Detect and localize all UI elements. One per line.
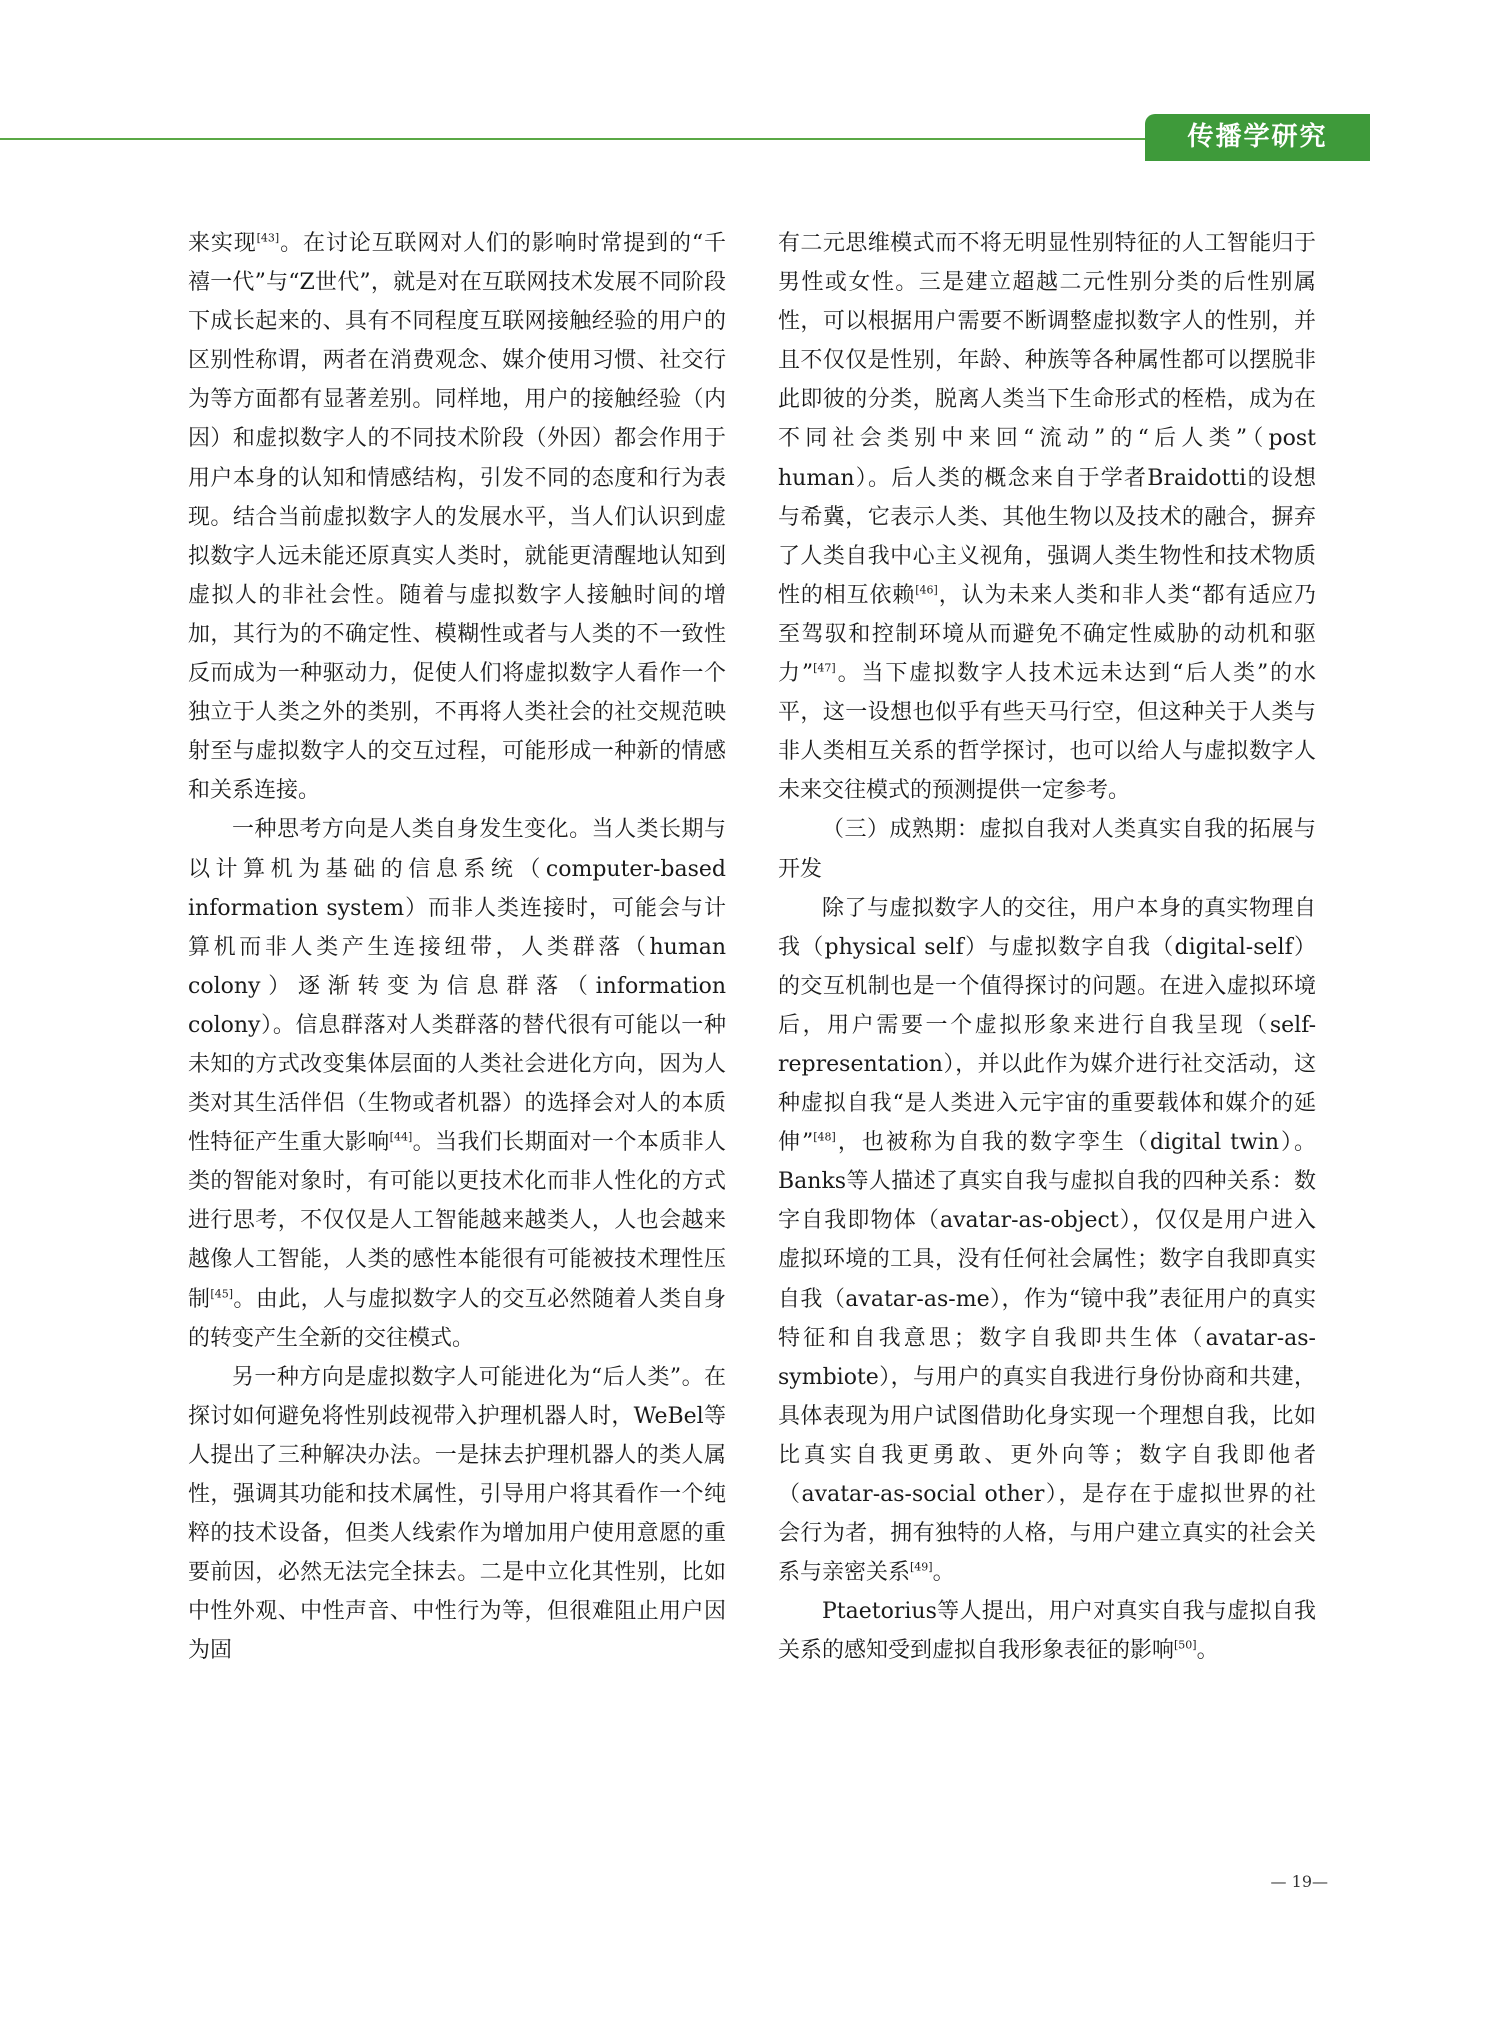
citation: [46] (915, 583, 938, 597)
text-run: 。 (1196, 1638, 1219, 1664)
paragraph (188, 810, 726, 1357)
citation: [47] (813, 661, 836, 675)
citation: [50] (1174, 1639, 1197, 1653)
citation: [45] (210, 1287, 234, 1301)
text-run: ，认为未来人类和非人类“都有适应乃至驾驭和控制环境从而避免不确定性威胁的动机和驱力” (778, 582, 1316, 687)
section-heading: （三）成熟期：虚拟自我对人类真实自我的拓展与开发 (778, 817, 1316, 882)
section-title-tab: 传播学研究 (1145, 114, 1370, 161)
text-run: 另一种方向是虚拟数字人可能进化为“后人类”。在探讨如何避免将性别歧视带入护理机器人时，WeBel等人提出了三种解决办法。一是抹去护理机器人的类人属性，强调其功能和技术属性，引导用户将其看作一个纯粹的技术设备，但类人线索作为增加用户使用意愿的重要前因，必然无法完全抹去。二是中立化其性别，比如中性外观、中性声音、中性行为等，但很难阻止用户因为固 (188, 1364, 726, 1664)
paragraph (188, 1358, 726, 1671)
citation: [43] (256, 231, 280, 245)
text-run: 。 (932, 1560, 955, 1586)
citation: [48] (813, 1130, 836, 1144)
text-run: 。当下虚拟数字人技术远未达到“后人类”的水平，这一设想也似乎有些天马行空，但这种关于人类与非人类相互关系的哲学探讨，也可以给人与虚拟数字人未来交往模式的预测提供一定参考。 (778, 661, 1316, 804)
text-run: Ptaetorius等人提出，用户对真实自我与虚拟自我关系的感知受到虚拟自我形象表征的影响 (778, 1599, 1316, 1664)
text-run: 除了与虚拟数字人的交往，用户本身的真实物理自我（physical self）与虚拟数字自我（digital-self）的交互机制也是一个值得探讨的问题。在进入虚拟环境后，用户需要一个虚拟形象来进行自我呈现（self-representation），并以此作为媒介进行社交活动，这种虚拟自我“是人类进入元宇宙的重要载体和媒介的延伸” (778, 895, 1316, 1156)
text-run: 来实现 (188, 231, 257, 256)
citation: [44] (389, 1130, 413, 1144)
paragraph (188, 224, 726, 810)
header-rule (0, 138, 1200, 140)
text-run: ，也被称为自我的数字孪生（digital twin）。Banks等人描述了真实自我与虚拟自我的四种关系：数字自我即物体（avatar-as-object），仅仅是用户进入虚拟环境的工具，没有任何社会属性；数字自我即真实自我（avatar-as-me），作为“镜中我”表征用户的真实特征和自我意思；数字自我即共生体（avatar-as-symbiote），与用户的真实自我进行身份协商和共建，具体表现为用户试图借助化身实现一个理想自我，比如比真实自我更勇敢、更外向等；数字自我即他者（avatar-as-social other），是存在于虚拟世界的社会行为者，拥有独特的人格，与用户建立真实的社会关系与亲密关系 (778, 1130, 1316, 1586)
page-number: — 19— (1270, 1872, 1328, 1891)
text-run: 一种思考方向是人类自身发生变化。当人类长期与以计算机为基础的信息系统（computer-based information system）而非人类连接时，可能会与计算机而非人类产生连接纽带，人类群落（human colony）逐渐转变为信息群落（information colony）。信息群落对人类群落的替代很有可能以一种未知的方式改变集体层面的人类社会进化方向，因为人类对其生活伴侣（生物或者机器）的选择会对人的本质性特征产生重大影响 (188, 817, 726, 1156)
text-run: 。当我们长期面对一个本质非人类的智能对象时，有可能以更技术化而非人性化的方式进行思考，不仅仅是人工智能越来越类人，人也会越来越像人工智能，人类的感性本能很有可能被技术理性压制 (188, 1130, 726, 1312)
citation: [49] (910, 1560, 933, 1574)
text-run: 。在讨论互联网对人们的影响时常提到的“千禧一代”与“Z世代”，就是对在互联网技术发展不同阶段下成长起来的、具有不同程度互联网接触经验的用户的区别性称谓，两者在消费观念、媒介使用习惯、社交行为等方面都有显著差别。同样地，用户的接触经验（内因）和虚拟数字人的不同技术阶段（外因）都会作用于用户本身的认知和情感结构，引发不同的态度和行为表现。结合当前虚拟数字人的发展水平，当人们认识到虚拟数字人远未能还原真实人类时，就能更清醒地认知到虚拟人的非社会性。随着与虚拟数字人接触时间的增加，其行为的不确定性、模糊性或者与人类的不一致性反而成为一种驱动力，促使人们将虚拟数字人看作一个独立于人类之外的类别，不再将人类社会的社交规范映射至与虚拟数字人的交互过程，可能形成一种新的情感和关系连接。 (188, 231, 726, 804)
paragraph (778, 224, 1316, 810)
right-column (778, 224, 1316, 1670)
text-run: 有二元思维模式而不将无明显性别特征的人工智能归于男性或女性。三是建立超越二元性别分类的后性别属性，可以根据用户需要不断调整虚拟数字人的性别，并且不仅仅是性别，年龄、种族等各种属性都可以摆脱非此即彼的分类，脱离人类当下生命形式的桎梏，成为在不同社会类别中来回“流动”的“后人类”（post human）。后人类的概念来自于学者Braidotti的设想与希冀，它表示人类、其他生物以及技术的融合，摒弃了人类自我中心主义视角，强调人类生物性和技术物质性的相互依赖 (778, 231, 1316, 608)
text-run: 。由此，人与虚拟数字人的交互必然随着人类自身的转变产生全新的交往模式。 (188, 1286, 726, 1351)
left-column (188, 224, 726, 1670)
paragraph (778, 889, 1316, 1593)
paragraph (778, 1592, 1316, 1670)
